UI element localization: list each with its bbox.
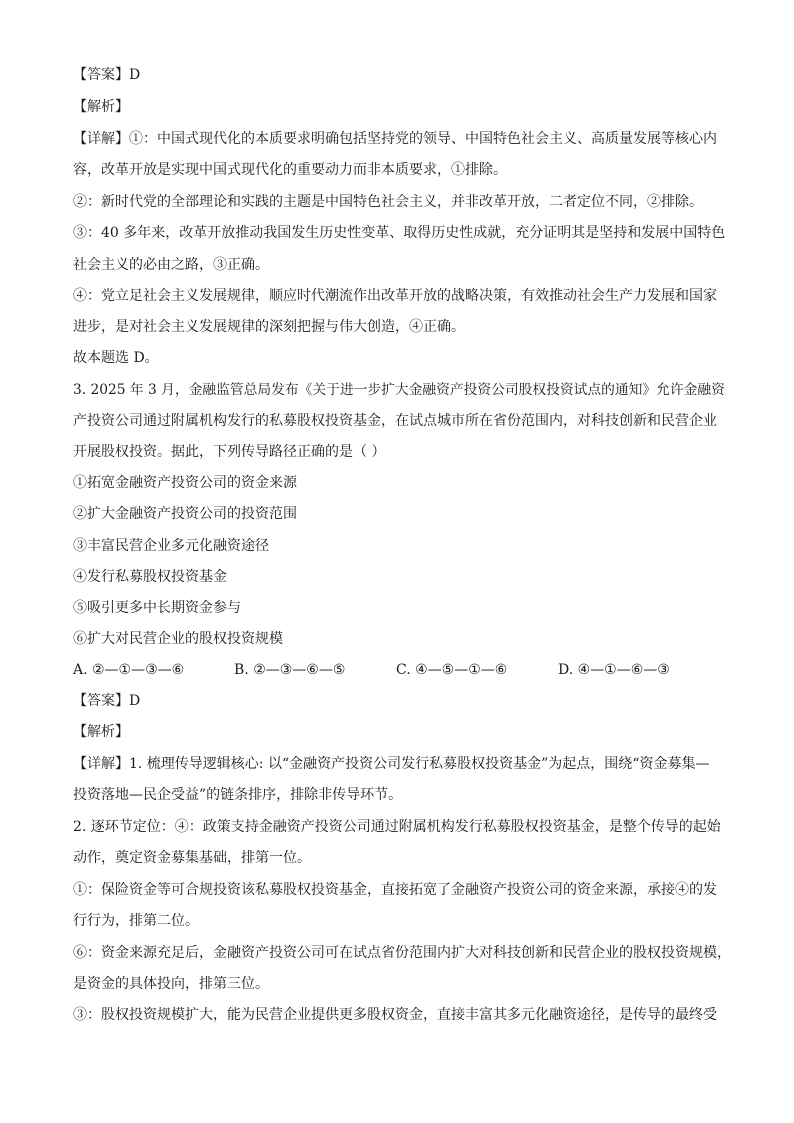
- answer-label: 【答案】D: [73, 67, 141, 83]
- analysis-label: 【解析】: [73, 724, 129, 740]
- conclusion-line: 故本题选 D。: [73, 350, 159, 366]
- choice-item: ③丰富民营企业多元化融资途径: [73, 538, 269, 554]
- detail-line: ④：党立足社会主义发展规律，顺应时代潮流作出改革开放的战略决策，有效推动社会生产力发展和国家: [73, 288, 717, 304]
- question-stem-line: 3. 2025 年 3 月，金融监管总局发布《关于进一步扩大金融资产投资公司股权投资试点的通知》允许金融资: [73, 382, 725, 398]
- answer-label: 【答案】D: [73, 693, 141, 709]
- option-b: B. ②—③—⑥—⑤: [234, 662, 346, 678]
- choice-item: ②扩大金融资产投资公司的投资范围: [73, 506, 297, 522]
- detail-line: 社会主义的必由之路，③正确。: [73, 257, 269, 273]
- detail-line: 动作，奠定资金募集基础，排第一位。: [73, 850, 311, 866]
- detail-line: 【详解】1. 梳理传导逻辑核心: 以“金融资产投资公司发行私募股权投资基金”为起点，围绕“资金募集—: [73, 756, 710, 772]
- detail-line: 【详解】①：中国式现代化的本质要求明确包括坚持党的领导、中国特色社会主义、高质量发展等核心内: [73, 131, 717, 147]
- option-a: A. ②—①—③—⑥: [73, 662, 185, 678]
- analysis-label: 【解析】: [73, 99, 129, 115]
- detail-line: ③：40 多年来，改革开放推动我国发生历史性变革、取得历史性成就，充分证明其是坚持和发展中国特色: [73, 225, 726, 241]
- detail-line: 行行为，排第二位。: [73, 913, 199, 929]
- choice-item: ④发行私募股权投资基金: [73, 569, 227, 585]
- option-d: D. ④—①—⑥—③: [558, 662, 670, 678]
- detail-line: 投资落地—民企受益”的链条排序，排除非传导环节。: [73, 787, 403, 803]
- detail-line: 2. 逐环节定位：④：政策支持金融资产投资公司通过附属机构发行私募股权投资基金，是整个传导的起始: [73, 819, 721, 835]
- detail-line: 是资金的具体投向，排第三位。: [73, 976, 269, 992]
- detail-line: ③：股权投资规模扩大，能为民营企业提供更多股权资金，直接丰富其多元化融资途径，是传导的最终受: [73, 1007, 717, 1023]
- detail-line: ①：保险资金等可合规投资该私募股权投资基金，直接拓宽了金融资产投资公司的资金来源，承接④的发: [73, 882, 717, 898]
- detail-line: ②：新时代党的全部理论和实践的主题是中国特色社会主义，并非改革开放，二者定位不同，②排除。: [73, 194, 703, 210]
- question-stem-line: 开展股权投资。据此，下列传导路径正确的是（ ）: [73, 444, 386, 460]
- option-c: C. ④—⑤—①—⑥: [396, 662, 508, 678]
- detail-line: 容，改革开放是实现中国式现代化的重要动力而非本质要求，①排除。: [73, 162, 507, 178]
- detail-line: 进步，是对社会主义发展规律的深刻把握与伟大创造，④正确。: [73, 319, 465, 335]
- choice-item: ⑥扩大对民营企业的股权投资规模: [73, 631, 283, 647]
- choice-item: ①拓宽金融资产投资公司的资金来源: [73, 475, 297, 491]
- answer-options: [73, 661, 733, 679]
- detail-line: ⑥：资金来源充足后，金融资产投资公司可在试点省份范围内扩大对科技创新和民营企业的股权投资规模，: [73, 945, 731, 961]
- choice-item: ⑤吸引更多中长期资金参与: [73, 600, 241, 616]
- question-stem-line: 产投资公司通过附属机构发行的私募股权投资基金，在试点城市所在省份范围内，对科技创新和民营企业: [73, 413, 717, 429]
